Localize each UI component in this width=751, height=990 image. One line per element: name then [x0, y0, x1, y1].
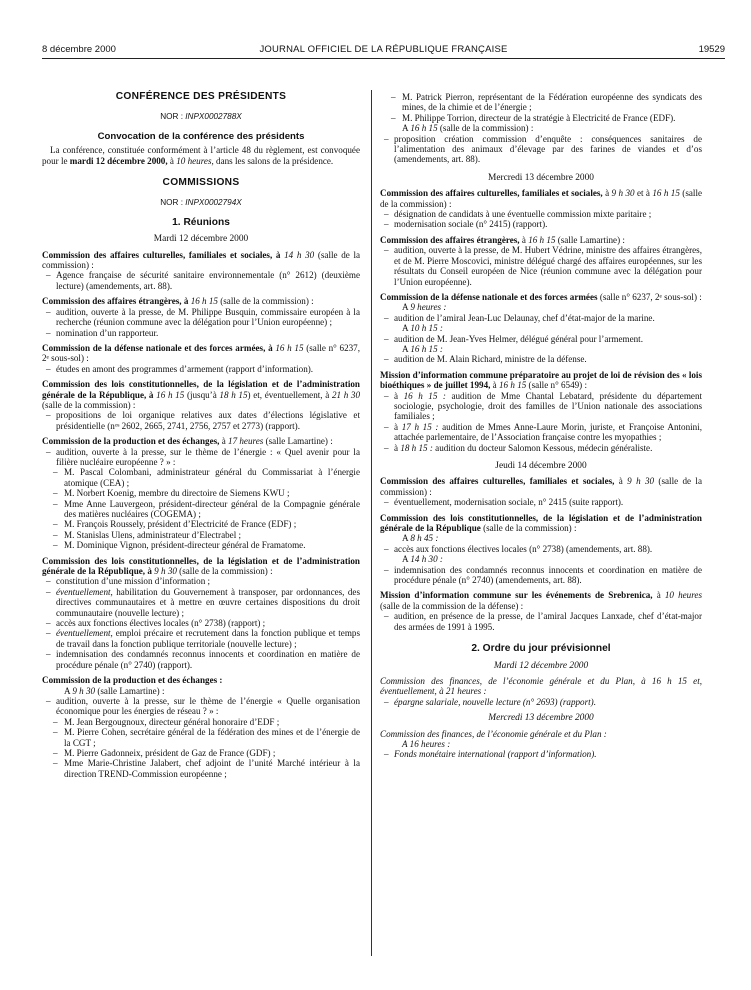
agenda-item: – accès aux fonctions électives locales (n° 2738) (rapport) ; — [42, 618, 360, 628]
ordre-du-jour-title: 2. Ordre du jour prévisionnel — [471, 643, 611, 655]
column-divider — [371, 90, 372, 956]
speaker-item: – M. Dominique Vignon, président-directeur général de Framatome. — [42, 540, 360, 550]
agenda-item: – modernisation sociale (n° 2415) (rapport). — [380, 219, 702, 229]
date-heading: Mercredi 13 décembre 2000 — [488, 172, 594, 183]
agenda-item: – constitution d’une mission d’information ; — [42, 576, 360, 586]
speaker-item: – Mme Marie-Christine Jalabert, chef adjoint de l’unité Marché intérieur à la direction TREND-Commission européenne ; — [42, 758, 360, 779]
date-heading: Mardi 12 décembre 2000 — [493, 660, 589, 671]
agenda-item: – propositions de loi organique relatives aux dates d’élections législative et présidentielle (nᵒˢ 2602, 2665, 2741, 2756, 2757 et 2773) (rapport). — [42, 410, 360, 431]
date-heading: Mercredi 13 décembre 2000 — [488, 713, 594, 724]
date-heading: Mardi 12 décembre 2000 — [153, 234, 249, 245]
agenda-item: – audition, ouverte à la presse, de M. Hubert Védrine, ministre des affaires étrangères, et de M. Pierre Moscovici, ministre délégué chargé des affaires européennes, sur les résultats du Conseil européen de Nice (réunion commune avec la délégation pour l’Union européenne). — [380, 245, 702, 287]
speaker-item: – M. Norbert Koenig, membre du directoire de Siemens KWU ; — [42, 488, 360, 498]
conference-nor: NOR : INPX0002788X — [160, 112, 242, 122]
agenda-item: – audition de M. Alain Richard, ministre de la défense. — [380, 354, 702, 364]
agenda-item: – épargne salariale, nouvelle lecture (n° 2693) (rapport). — [380, 697, 702, 707]
agenda-item: – éventuellement, modernisation sociale, n° 2415 (suite rapport). — [380, 497, 702, 507]
agenda-item: – éventuellement, emploi précaire et recrutement dans la fonction publique et temps de travail dans la fonction publique territoriale (nouvelle lecture) ; — [42, 628, 360, 649]
agenda-item: – indemnisation des condamnés reconnus innocents et coordination en matière de procédure pénale (n° 2740) (amendements, art. 88). — [380, 565, 702, 586]
agenda-item: – audition, ouverte à la presse, de M. Philippe Busquin, commissaire européen à la recherche (réunion commune avec la délégation pour l’Union européenne) ; — [42, 307, 360, 328]
reunions-title: 1. Réunions — [172, 216, 230, 228]
agenda-block: Commission de la défense nationale et des forces armées, à 16 h 15 (salle n° 6237, 2ᵉ sous-sol) : – études en amont des programmes d’armement (rapport d’information). — [42, 343, 360, 374]
agenda-block: Mission d’information commune préparatoire au projet de loi de révision des « lois bioéthiques » de juillet 1994, à 16 h 15 (salle n° 6549) : – à 16 h 15 : audition de Mme Chantal Lebatard, présidente du département sociologie, psychologie, droit des familles de l’Union nationale des associations familiales ; – à 17 h 15 : audition de Mmes Anne-Laure Morin, juriste, et Françoise Antonini, attachée parlementaire, de l’Association française contre les myopathies ; – à 18 h 15 : audition du docteur Salomon Kessous, médecin généraliste. — [380, 370, 702, 453]
speaker-item: – Mme Anne Lauvergeon, président-directeur général de la Compagnie générale des matières nucléaires (COGEMA) ; — [42, 499, 360, 520]
agenda-block: Commission des affaires culturelles, familiales et sociales, à 9 h 30 et à 16 h 15 (salle de la commission) : – désignation de candidats à une éventuelle commission mixte paritaire ; – modernisation sociale (n° 2415) (rapport). — [380, 188, 702, 230]
agenda-block: Mission d’information commune sur les événements de Srebrenica, à 10 heures (salle de la commission de la défense) : – audition, en présence de la presse, de l’amiral Jacques Lanxade, chef d’état-major des armées de 1991 à 1995. — [380, 590, 702, 632]
agenda-item: – Agence française de sécurité sanitaire environnementale (n° 2612) (deuxième lecture) (amendements, art. 88). — [42, 270, 360, 291]
speaker-item: – M. Philippe Torrion, directeur de la stratégie à Electricité de France (EDF). — [380, 113, 702, 123]
speaker-item: – M. Stanislas Ulens, administrateur d’Electrabel ; — [42, 530, 360, 540]
agenda-item: – audition de M. Jean-Yves Helmer, délégué général pour l’armement. — [380, 334, 702, 344]
header-page-number: 19529 — [698, 44, 725, 55]
agenda-block: Commission des affaires étrangères, à 16 h 15 (salle de la commission) : – audition, ouverte à la presse, de M. Philippe Busquin, commissaire européen à la recherche (réunion commune avec la délégation pour l’Union européenne) ; – nomination d’un rapporteur. — [42, 296, 360, 338]
agenda-item: – éventuellement, habilitation du Gouvernement à transposer, par ordonnances, des directives communautaires et à mettre en œuvre certaines dispositions du droit communautaire (nouvelle lecture) ; — [42, 587, 360, 618]
agenda-item: – études en amont des programmes d’armement (rapport d’information). — [42, 364, 360, 374]
agenda-block: Commission de la production et des échanges, à 17 heures (salle Lamartine) : – audition, ouverte à la presse, sur le thème de l’énergie : « Quel avenir pour la filière nucléaire européenne ? » : – M. Pascal Colombani, administrateur général du Commissariat à l’énergie atomique (CEA) ; – M. Norbert Koenig, membre du directoire de Siemens KWU ; – Mme Anne Lauvergeon, président-directeur général de la Compagnie générale des matières nucléaires (COGEMA) ; – M. François Roussely, président d’Electricité de France (EDF) ; – M. Stanislas Ulens, administrateur d’Electrabel ; – M. Dominique Vignon, président-directeur général de Framatome. — [42, 436, 360, 550]
speaker-item: – M. Pascal Colombani, administrateur général du Commissariat à l’énergie atomique (CEA) ; — [42, 467, 360, 488]
agenda-item: – Fonds monétaire international (rapport d’information). — [380, 749, 702, 759]
agenda-block: Commission des affaires culturelles, familiales et sociales, à 14 h 30 (salle de la commission) : – Agence française de sécurité sanitaire environnementale (n° 2612) (deuxième lecture) (amendements, art. 88). — [42, 250, 360, 292]
agenda-block: Commission des lois constitutionnelles, de la législation et de l’administration générale de la République, à 16 h 15 (jusqu’à 18 h 15) et, éventuellement, à 21 h 30 (salle de la commission) : – propositions de loi organique relatives aux dates d’élections législative et présidentielle (nᵒˢ 2602, 2665, 2741, 2756, 2757 et 2773) (rapport). — [42, 379, 360, 431]
agenda-item: – proposition création commission d’enquête : conséquences sanitaires de l’alimentation des animaux d’élevage par des farines de viandes et d’os (amendements, art. 88). — [380, 134, 702, 165]
agenda-item: – à 17 h 15 : audition de Mmes Anne-Laure Morin, juriste, et Françoise Antonini, attachée parlementaire, de l’Association française contre les myopathies ; — [380, 422, 702, 443]
commissions-nor: NOR : INPX0002794X — [160, 198, 242, 208]
agenda-block: Commission des affaires étrangères, à 16 h 15 (salle Lamartine) : – audition, ouverte à la presse, de M. Hubert Védrine, ministre des affaires étrangères, et de M. Pierre Moscovici, ministre délégué chargé des affaires européennes, sur les résultats du Conseil européen de Nice (réunion commune avec la délégation pour l’Union européenne). — [380, 235, 702, 287]
agenda-block: Commission des lois constitutionnelles, de la législation et de l’administration générale de la République, à 9 h 30 (salle de la commission) : – constitution d’une mission d’information ; – éventuellement, habilitation du Gouvernement à transposer, par ordonnances, des directives communautaires et à mettre en œuvre certaines dispositions du droit communautaire (nouvelle lecture) ; – accès aux fonctions électives locales (n° 2738) (rapport) ; – éventuellement, emploi précaire et recrutement dans la fonction publique et temps de travail dans la fonction publique territoriale (nouvelle lecture) ; – indemnisation des condamnés reconnus innocents et coordination en matière de procédure pénale (n° 2740) (rapport). — [42, 556, 360, 670]
agenda-block: Commission de la défense nationale et des forces armées (salle n° 6237, 2ᵉ sous-sol) : A 9 heures : – audition de l’amiral Jean-Luc Delaunay, chef d’état-major de la marine. A 10 h 15 : – audition de M. Jean-Yves Helmer, délégué général pour l’armement. A 16 h 15 : – audition de M. Alain Richard, ministre de la défense. — [380, 292, 702, 365]
agenda-block: Commission des finances, de l’économie générale et du Plan, à 16 h 15 et, éventuellement, à 21 heures : – épargne salariale, nouvelle lecture (n° 2693) (rapport). — [380, 676, 702, 707]
agenda-block: Commission de la production et des échanges : A 9 h 30 (salle Lamartine) : – audition, ouverte à la presse, sur le thème de l’énergie « Quelle organisation économique pour les énergies de réseau ? » : – M. Jean Bergougnoux, directeur général honoraire d’EDF ; – M. Pierre Cohen, secrétaire général de la fédération des mines et de l’énergie de la CGT ; – M. Pierre Gadonneix, président de Gaz de France (GDF) ; – Mme Marie-Christine Jalabert, chef adjoint de l’unité Marché intérieur à la direction TREND-Commission européenne ; — [42, 675, 360, 779]
conference-title: CONFÉRENCE DES PRÉSIDENTS — [115, 91, 287, 102]
header-date: 8 décembre 2000 — [42, 44, 116, 55]
convocation-title: Convocation de la conférence des présidents — [97, 130, 305, 142]
agenda-block: Commission des lois constitutionnelles, de la législation et de l’administration générale de la République (salle de la commission) : A 8 h 45 : – accès aux fonctions électives locales (n° 2738) (amendements, art. 88). A 14 h 30 : – indemnisation des condamnés reconnus innocents et coordination en matière de procédure pénale (n° 2740) (amendements, art. 88). — [380, 513, 702, 586]
agenda-item: – nomination d’un rapporteur. — [42, 328, 360, 338]
agenda-item: – audition, ouverte à la presse, sur le thème de l’énergie : « Quel avenir pour la filière nucléaire européenne ? » : — [42, 447, 360, 468]
agenda-item: – indemnisation des condamnés reconnus innocents et coordination en matière de procédure pénale (n° 2740) (rapport). — [42, 649, 360, 670]
speaker-item: – M. Pierre Gadonneix, président de Gaz de France (GDF) ; — [42, 748, 360, 758]
left-column — [42, 92, 360, 779]
agenda-block: Commission des finances, de l’économie générale et du Plan : A 16 heures : – Fonds monétaire international (rapport d’information). — [380, 729, 702, 760]
speaker-item: – M. François Roussely, président d’Electricité de France (EDF) ; — [42, 519, 360, 529]
header-journal-title: JOURNAL OFFICIEL DE LA RÉPUBLIQUE FRANÇAISE — [259, 44, 508, 55]
right-column: – M. Patrick Pierron, représentant de la Fédération européenne des syndicats des mines, de la chimie et de l’énergie ; – M. Philippe Torrion, directeur de la stratégie à Electricité de France (EDF). A 16 h 15 (salle de la commission) : – proposition création commission d’enquête : conséquences sanitaires de l’alimentation des animaux d’élevage par des farines de viandes et d’os (amendements, art. 88). Mercredi 13 décembre 2000 Commission des affaires culturelles, familiales et sociales, à 9 h 30 et à 16 h 15 (salle de la commission) : – désignation de candidats à une éventuelle commission mixte paritaire ; – modernisation sociale (n° 2415) (rapport). Commission des affaires étrangères, à 16 h 15 (salle Lamartine) : – audition, ouverte à la presse, de M. Hubert Védrine, ministre des affaires étrangères, et de M. Pierre Moscovici, ministre délégué chargé des affaires européennes, sur les résultats du Conseil européen de Nice (réunion commune avec la délégation pour l’Union européenne). Commission de la défense nationale et des forces armées (salle n° 6237, 2ᵉ sous-sol) : A 9 heures : – audition de l’amiral Jean-Luc Delaunay, chef d’état-major de la marine. A 10 h 15 : – audition de M. Jean-Yves Helmer, délégué général pour l’armement. A 16 h 15 : – audition de M. Alain Richard, ministre de la défense. Mission d’information commune préparatoire au projet de loi de révision des « lois bioéthiques » de juillet 1994, à 16 h 15 (salle n° 6549) : – à 16 h 15 : audition de Mme Chantal Lebatard, présidente du département sociologie, psychologie, droit des familles de l’Union nationale des associations familiales ; – à 17 h 15 : audition de Mmes Anne-Laure Morin, juriste, et Françoise Antonini, attachée parlementaire, de l’Association française contre les myopathies ; – à 18 h 15 : audition du docteur Salomon Kessous, médecin généraliste. Jeudi 14 décembre 2000 Commission des affaires culturelles, familiales et sociales, à 9 h 30 (salle de la commission) : – éventuellement, modernisation sociale, n° 2415 (suite rapport). Commission des lois constitutionnelles, de la législation et de l’administration générale de la République (salle de la commission) : A 8 h 45 : – accès aux fonctions électives locales (n° 2738) (amendements, art. 88). A 14 h 30 : – indemnisation des condamnés reconnus innocents et coordination en matière de procédure pénale (n° 2740) (amendements, art. 88). Mission d’information commune sur les événements de Srebrenica, à 10 heures (salle de la commission de la défense) : – audition, en présence de la presse, de l’amiral Jacques Lanxade, chef d’état-major des armées de 1991 à 1995. 2. Ordre du jour prévisionnel Mardi 12 décembre 2000 Commission des finances, de l’économie générale et du Plan, à 16 h 15 et, éventuellement, à 21 heures : – épargne salariale, nouvelle lecture (n° 2693) (rapport). Mercredi 13 décembre 2000 Commission des finances, de l’économie générale et du Plan : A 16 heures : – Fonds monétaire international (rapport d’information). — [380, 92, 702, 760]
speaker-item: – M. Patrick Pierron, représentant de la Fédération européenne des syndicats des mines, de la chimie et de l’énergie ; — [380, 92, 702, 113]
agenda-item: – désignation de candidats à une éventuelle commission mixte paritaire ; — [380, 209, 702, 219]
agenda-item: – audition de l’amiral Jean-Luc Delaunay, chef d’état-major de la marine. — [380, 313, 702, 323]
agenda-item: – accès aux fonctions électives locales (n° 2738) (amendements, art. 88). — [380, 544, 702, 554]
agenda-item: – à 16 h 15 : audition de Mme Chantal Lebatard, présidente du département sociologie, psychologie, droit des familles de l’Union nationale des associations familiales ; — [380, 391, 702, 422]
speaker-item: – M. Jean Bergougnoux, directeur général honoraire d’EDF ; — [42, 717, 360, 727]
agenda-item: – à 18 h 15 : audition du docteur Salomon Kessous, médecin généraliste. — [380, 443, 702, 453]
date-heading: Jeudi 14 décembre 2000 — [495, 461, 587, 471]
convocation-text: La conférence, constituée conformément à l’article 48 du règlement, est convoquée pour le mardi 12 décembre 2000, à 10 heures, dans les salons de la présidence. — [42, 145, 360, 166]
page-header — [42, 44, 725, 59]
speaker-item: – M. Pierre Cohen, secrétaire général de la fédération des mines et de l’énergie de la CGT ; — [42, 727, 360, 748]
commissions-title: COMMISSIONS — [162, 177, 240, 189]
agenda-block: Commission des affaires culturelles, familiales et sociales, à 9 h 30 (salle de la commission) : – éventuellement, modernisation sociale, n° 2415 (suite rapport). — [380, 476, 702, 507]
agenda-item: – audition, en présence de la presse, de l’amiral Jacques Lanxade, chef d’état-major des armées de 1991 à 1995. — [380, 611, 702, 632]
agenda-item: – audition, ouverte à la presse, sur le thème de l’énergie « Quelle organisation économique pour les énergies de réseau ? » : — [42, 696, 360, 717]
